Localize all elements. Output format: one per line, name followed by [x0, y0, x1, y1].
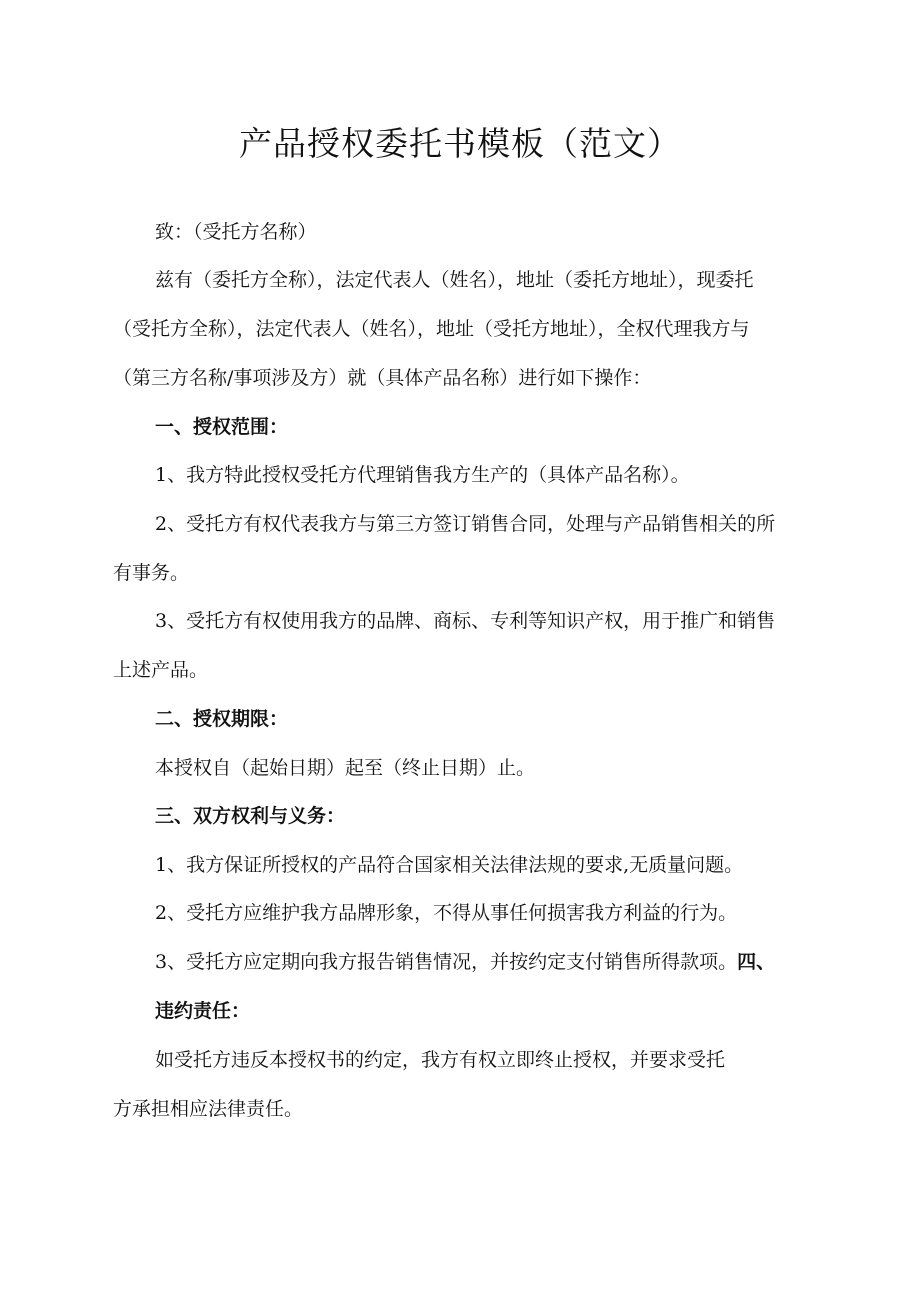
rights-item-2: 2、受托方应维护我方品牌形象，不得从事任何损害我方利益的行为。	[155, 902, 738, 924]
section-heading-scope: 一、授权范围：	[155, 416, 289, 438]
intro-line-3: （第三方名称/事项涉及方）就（具体产品名称）进行如下操作：	[113, 367, 652, 389]
scope-item-1: 1、我方特此授权受托方代理销售我方生产的（具体产品名称）。	[155, 464, 690, 486]
intro-line-1: 兹有（委托方全称），法定代表人（姓名），地址（委托方地址），现委托	[155, 269, 754, 291]
scope-item-3-line-1: 3、受托方有权使用我方的品牌、商标、专利等知识产权，用于推广和销售	[155, 610, 776, 632]
liability-line-1: 如受托方违反本授权书的约定，我方有权立即终止授权，并要求受托	[155, 1049, 726, 1071]
recipient-line: 致：（受托方名称）	[155, 221, 317, 243]
intro-line-2: （受托方全称），法定代表人（姓名），地址（受托方地址），全权代理我方与	[113, 318, 750, 340]
section-heading-term: 二、授权期限：	[155, 708, 289, 730]
section-heading-rights: 三、双方权利与义务：	[155, 805, 346, 827]
rights-item-3-text: 3、受托方应定期向我方报告销售情况，并按约定支付销售所得款项。	[155, 951, 738, 973]
document-title: 产品授权委托书模板（范文）	[239, 124, 681, 163]
liability-line-2: 方承担相应法律责任。	[113, 1098, 304, 1120]
rights-item-1: 1、我方保证所授权的产品符合国家相关法律法规的要求,无质量问题。	[155, 854, 744, 876]
section-heading-liability: 违约责任：	[155, 1000, 251, 1022]
scope-item-2-line-2: 有事务。	[113, 562, 190, 584]
section-number-4: 四、	[737, 951, 776, 973]
term-text: 本授权自（起始日期）起至（终止日期）止。	[155, 757, 536, 779]
scope-item-3-line-2: 上述产品。	[113, 659, 209, 681]
rights-item-3	[155, 948, 775, 976]
scope-item-2-line-1: 2、受托方有权代表我方与第三方签订销售合同，处理与产品销售相关的所	[155, 513, 776, 535]
